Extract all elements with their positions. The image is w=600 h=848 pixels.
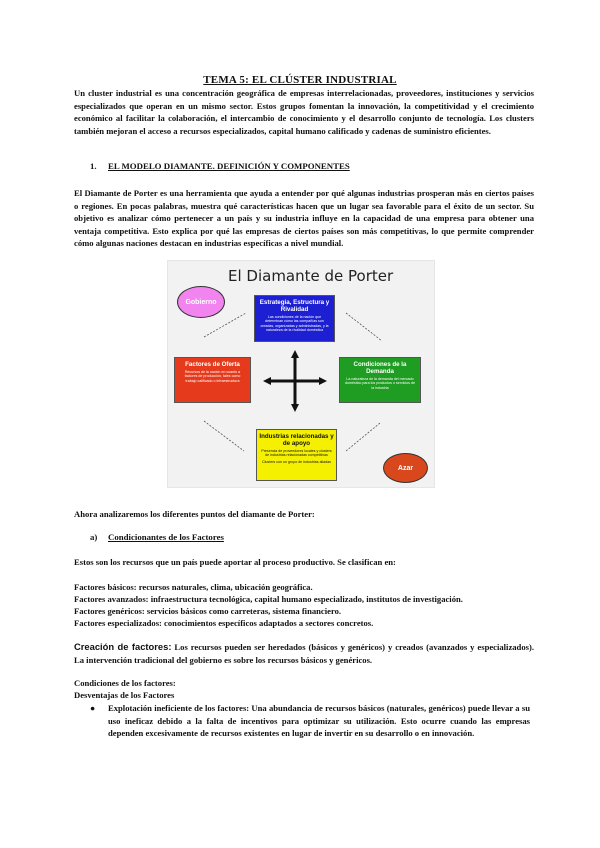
factor-line-3: Factores genéricos: servicios básicos como carreteras, sistema financiero. [74,606,342,616]
section-1-paragraph: El Diamante de Porter es una herramienta que ayuda a entender por qué algunas industrias prosperan más en ciertos países o regiones. En pocas palabras, muestra qué características hacen que un lugar sea favorable para el éxito de un sector. Su objetivo es analizar cómo pertenecer a un país y su industria influye en la capacidad de una empresa para obtener una ventaja competitiva. Esto explica por qué las empresas de ciertos países son más competitivas, lo que permite comprender cómo algunas naciones destacan en industrias específicas a nivel mundial. [74,188,534,248]
cross-right-head [319,377,327,385]
demanda-box [339,357,421,403]
section-1-title: EL MODELO DIAMANTE. DEFINICIÓN Y COMPONENTES [108,161,350,171]
page-title: TEMA 5: EL CLÚSTER INDUSTRIAL [203,74,397,86]
azar-ellipse: Azar [383,453,428,483]
industrias-title: Industrias relacionadas y de apoyo [259,433,334,447]
diag-arrow-top-right [346,313,382,341]
gobierno-ellipse: Gobierno [177,286,225,318]
factor-line-1: Factores básicos: recursos naturales, clima, ubicación geográfica. [74,582,313,592]
desventajas-label: Desventajas de los Factores [74,690,175,700]
oferta-box [174,357,251,403]
industrias-box [256,429,337,481]
intro-paragraph: Un cluster industrial es una concentración geográfica de empresas interrelacionadas, proveedores, instituciones y servicios especializados que operan en un mismo sector. Estos grupos fomentan la innovación, la competitividad y el crecimiento económico al facilitar la colaboración, el intercambio de conocimiento y el desarrollo conjunto de tecnología. Los clusters también mejoran el acceso a recursos especializados, capital humano calificado y cadenas de suministro eficientes. [74,88,534,136]
factor-line-4: Factores especializados: conocimientos específicos adaptados a sectores concretos. [74,618,374,628]
cross-up-head [291,350,299,358]
diagram-title: El Diamante de Porter [228,267,394,285]
estrategia-box [254,295,335,342]
bullet-item [90,702,530,740]
section-1-number: 1. [90,161,97,171]
bullet-dot-icon: ● [90,703,96,713]
oferta-title: Factores de Oferta [185,361,240,368]
section-a-title: Condicionantes de los Factores [108,532,224,542]
diag-arrow-bottom-right [346,423,380,451]
creacion-text: Los recursos pueden ser heredados (básicos y genéricos) y creados (avanzados y especializados). La intervención tradicional del gobierno es sobre los recursos básicos y genéricos. [74,642,534,665]
oferta-desc: Recursos de la nación en cuanto a factores de producción, tales como trabajo calificado o infraestructura [184,370,241,383]
estrategia-desc: Las condiciones de la nación que determinan cómo las compañías son creadas, organizadas y administradas, y la naturaleza de la rivalidad doméstica [260,315,329,333]
condiciones-label: Condiciones de los factores: [74,678,176,688]
diag-arrow-bottom-left [204,421,244,451]
cross-down-head [291,404,299,412]
industrias-desc-2: Clusters con un grupo de industrias aliadas [262,459,331,464]
factor-line-2: Factores avanzados: infraestructura tecnológica, capital humano especializado, institutos de investigación. [74,594,463,604]
porter-diamond-diagram [167,260,435,488]
creacion-label: Creación de factores: [74,641,172,652]
section-a-heading [90,532,224,542]
creacion-paragraph [74,641,534,666]
bullet-text: Explotación ineficiente de los factores: Una abundancia de recursos básicos (naturales, genéricos) puede llevar a su uso ineficaz debido a la falta de incentivos para optimizar su utilización. Esto ocurre cuando las empresas dependen excesivamente de recursos existentes en lugar de invertir en su desarrollo o en innovación. [108,703,530,738]
section-1-heading [90,161,350,171]
demanda-title: Condiciones de la Demanda [353,361,407,375]
cross-left-head [263,377,271,385]
demanda-desc: La naturaleza de la demanda del mercado doméstico para los productos o servicios de la industria [345,377,415,390]
after-diagram-text: Ahora analizaremos los diferentes puntos del diamante de Porter: [74,509,315,519]
section-a-text: Estos son los recursos que un país puede aportar al proceso productivo. Se clasifican en: [74,557,396,567]
industrias-desc: Presencia de proveedores locales y clusters de industrias relacionadas competitivas [261,449,332,458]
section-a-number: a) [90,532,98,542]
estrategia-title: Estrategia, Estructura y Rivalidad [259,299,330,313]
